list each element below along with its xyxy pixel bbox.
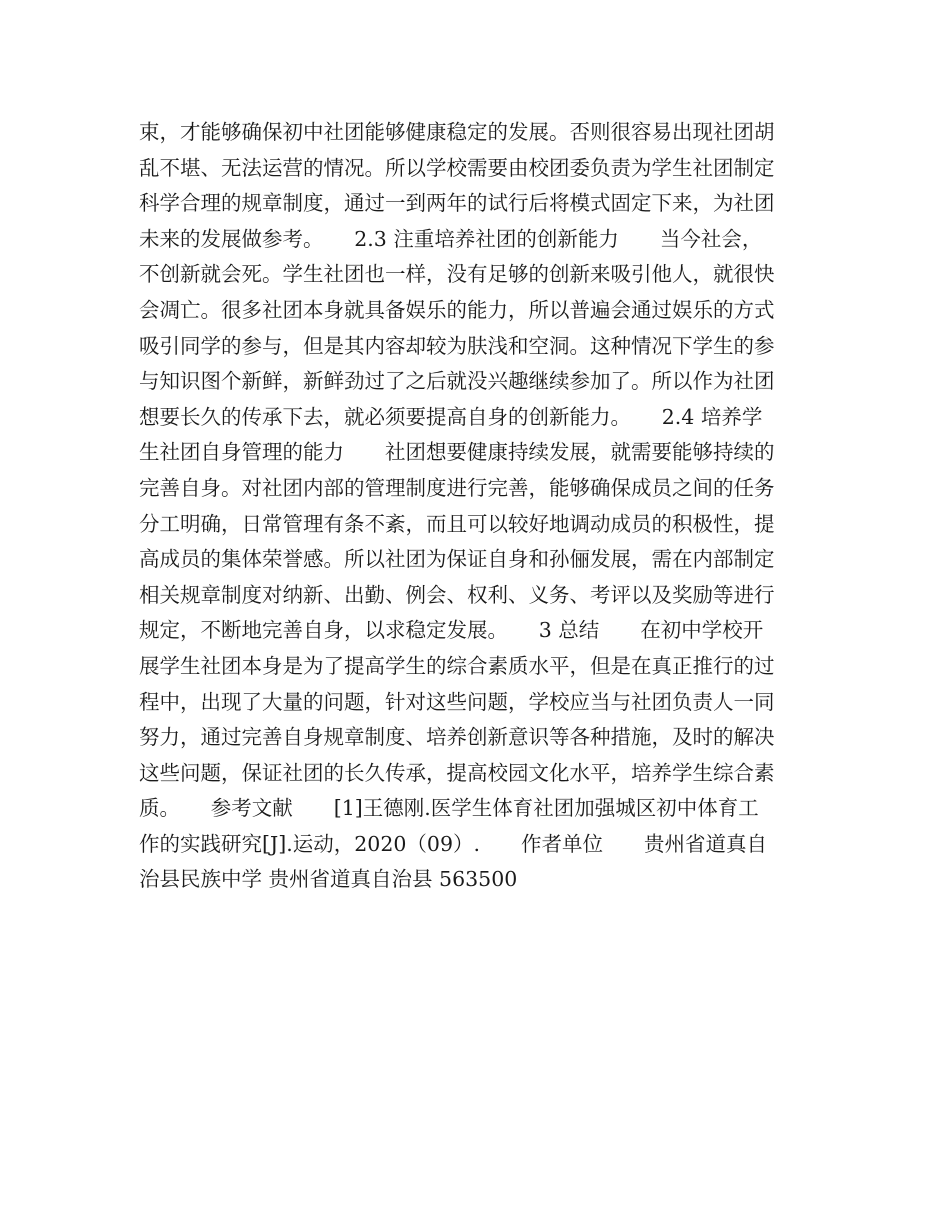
text-line: 这些问题，保证社团的长久传承，提高校园文化水平，培养学生综合素	[139, 760, 775, 785]
text-line: 乱不堪、无法运营的情况。所以学校需要由校团委负责为学生社团制定	[139, 155, 775, 180]
text-line: 高成员的集体荣誉感。所以社团为保证自身和孙俪发展，需在内部制定	[139, 547, 775, 572]
text-line: 质。 参考文献 [1]王德刚.医学生体育社团加强城区初中体育工	[139, 796, 759, 821]
text-line: 生社团自身管理的能力 社团想要健康持续发展，就需要能够持续的	[139, 440, 775, 465]
text-line: 相关规章制度对纳新、出勤、例会、权利、义务、考评以及奖励等进行	[139, 582, 775, 607]
text-line: 治县民族中学 贵州省道真自治县 563500	[139, 867, 518, 892]
text-line: 会凋亡。很多社团本身就具备娱乐的能力，所以普遍会通过娱乐的方式	[139, 297, 775, 322]
text-line: 与知识图个新鲜，新鲜劲过了之后就没兴趣继续参加了。所以作为社团	[139, 369, 775, 394]
text-line: 完善自身。对社团内部的管理制度进行完善，能够确保成员之间的任务	[139, 475, 775, 500]
text-line: 吸引同学的参与，但是其内容却较为肤浅和空洞。这种情况下学生的参	[139, 333, 775, 358]
text-line: 展学生社团本身是为了提高学生的综合素质水平，但是在真正推行的过	[139, 653, 775, 678]
text-line: 想要长久的传承下去，就必须要提高自身的创新能力。 2.4 培养学	[139, 404, 763, 429]
text-line: 程中，出现了大量的问题，针对这些问题，学校应当与社团负责人一同	[139, 689, 775, 714]
text-line: 分工明确，日常管理有条不紊，而且可以较好地调动成员的积极性，提	[139, 511, 775, 536]
text-line: 未来的发展做参考。 2.3 注重培养社团的创新能力 当今社会，	[139, 226, 763, 251]
text-line: 规定，不断地完善自身，以求稳定发展。 3 总结 在初中学校开	[139, 618, 764, 643]
text-line: 科学合理的规章制度，通过一到两年的试行后将模式固定下来，为社团	[139, 191, 775, 216]
body-text	[139, 115, 819, 898]
text-line: 束，才能够确保初中社团能够健康稳定的发展。否则很容易出现社团胡	[139, 120, 775, 144]
text-line: 努力，通过完善自身规章制度、培养创新意识等各种措施，及时的解决	[139, 725, 775, 750]
text-line: 不创新就会死。学生社团也一样，没有足够的创新来吸引他人，就很快	[139, 262, 775, 287]
text-line: 作的实践研究[J].运动，2020（09）. 作者单位 贵州省道真自	[139, 831, 768, 856]
